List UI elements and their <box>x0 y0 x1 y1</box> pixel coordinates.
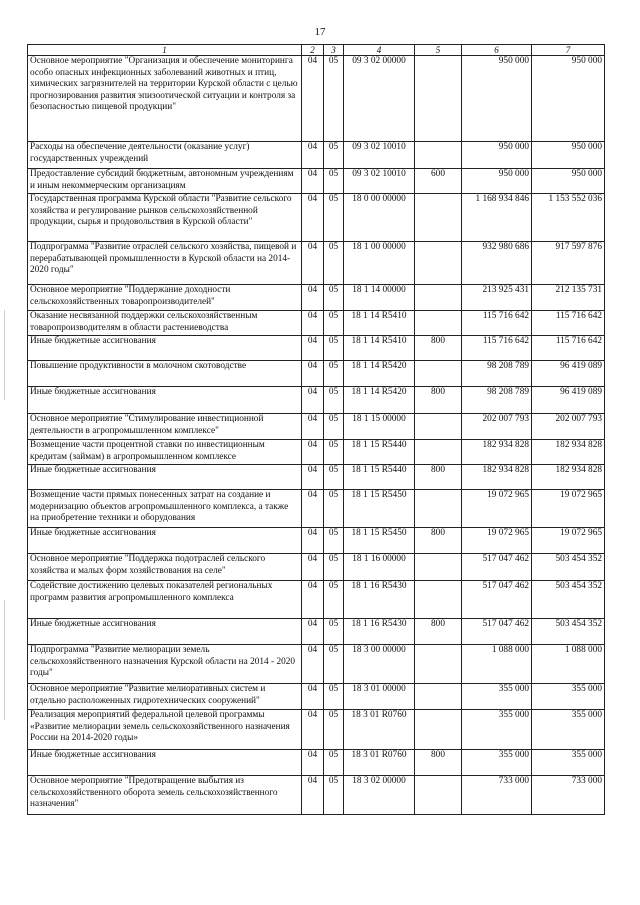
row-amount-year1: 1 088 000 <box>462 645 532 684</box>
row-target-article: 18 1 14 00000 <box>344 285 415 311</box>
row-amount-year1: 355 000 <box>462 684 532 710</box>
table-row <box>28 750 605 776</box>
row-subsection: 05 <box>324 645 344 684</box>
row-target-article: 18 3 00 00000 <box>344 645 415 684</box>
row-amount-year2: 182 934 828 <box>532 440 605 465</box>
column-header-name: 1 <box>28 45 302 56</box>
row-section: 04 <box>302 581 324 619</box>
row-name: Иные бюджетные ассигнования <box>28 465 302 490</box>
row-section: 04 <box>302 285 324 311</box>
row-section: 04 <box>302 750 324 776</box>
row-name: Подпрограмма "Развитие отраслей сельского хозяйства, пищевой и перерабатывающей промышленности в Курской области на 2014-2020 годы" <box>28 242 302 285</box>
row-section: 04 <box>302 336 324 361</box>
row-amount-year2: 355 000 <box>532 684 605 710</box>
row-section: 04 <box>302 142 324 169</box>
table-row <box>28 440 605 465</box>
row-amount-year1: 182 934 828 <box>462 440 532 465</box>
row-subsection: 05 <box>324 169 344 194</box>
row-subsection: 05 <box>324 554 344 581</box>
row-name: Возмещение части прямых понесенных затрат на создание и модернизацию объектов агропромышленного комплекса, а также на приобретение техники и оборудования <box>28 490 302 528</box>
table-row <box>28 528 605 554</box>
row-amount-year1: 733 000 <box>462 776 532 815</box>
row-name: Государственная программа Курской области "Развитие сельского хозяйства и регулирование рынков сельскохозяйственной продукции, сырья и продовольствия в Курской области" <box>28 194 302 242</box>
row-expense-type: 600 <box>415 169 462 194</box>
row-amount-year1: 517 047 462 <box>462 554 532 581</box>
row-amount-year1: 19 072 965 <box>462 490 532 528</box>
row-amount-year2: 950 000 <box>532 142 605 169</box>
row-section: 04 <box>302 311 324 336</box>
row-target-article: 18 3 01 R0760 <box>344 710 415 750</box>
row-amount-year2: 917 597 876 <box>532 242 605 285</box>
table-row <box>28 361 605 387</box>
page-number: 17 <box>314 26 326 38</box>
row-expense-type: 800 <box>415 750 462 776</box>
row-amount-year2: 1 088 000 <box>532 645 605 684</box>
row-amount-year2: 19 072 965 <box>532 528 605 554</box>
row-name: Реализация мероприятий федеральной целевой программы «Развитие мелиорации земель сельскохозяйственного назначения России на 2014-2020 годы» <box>28 710 302 750</box>
row-amount-year1: 950 000 <box>462 142 532 169</box>
table-row <box>28 387 605 414</box>
row-section: 04 <box>302 465 324 490</box>
row-amount-year2: 950 000 <box>532 56 605 142</box>
table-row <box>28 194 605 242</box>
row-expense-type: 800 <box>415 619 462 645</box>
table-row <box>28 554 605 581</box>
row-target-article: 09 3 02 00000 <box>344 56 415 142</box>
table-row <box>28 142 605 169</box>
row-name: Оказание несвязанной поддержки сельскохозяйственным товаропроизводителям в области растениеводства <box>28 311 302 336</box>
row-section: 04 <box>302 528 324 554</box>
row-expense-type <box>415 285 462 311</box>
table-row <box>28 581 605 619</box>
row-subsection: 05 <box>324 490 344 528</box>
row-amount-year1: 355 000 <box>462 750 532 776</box>
row-subsection: 05 <box>324 142 344 169</box>
table-row <box>28 710 605 750</box>
row-target-article: 18 1 14 R5410 <box>344 336 415 361</box>
row-amount-year2: 115 716 642 <box>532 311 605 336</box>
row-name: Содействие достижению целевых показателей региональных программ развития агропромышленного комплекса <box>28 581 302 619</box>
row-amount-year1: 950 000 <box>462 169 532 194</box>
row-section: 04 <box>302 684 324 710</box>
row-amount-year2: 355 000 <box>532 710 605 750</box>
row-expense-type <box>415 414 462 440</box>
row-target-article: 18 1 15 R5450 <box>344 490 415 528</box>
row-expense-type <box>415 142 462 169</box>
table-row <box>28 285 605 311</box>
table-row <box>28 619 605 645</box>
row-name: Основное мероприятие "Развитие мелиоративных систем и отдельно расположенных гидротехнических сооружений" <box>28 684 302 710</box>
row-amount-year2: 96 419 089 <box>532 361 605 387</box>
row-expense-type <box>415 554 462 581</box>
row-section: 04 <box>302 645 324 684</box>
row-amount-year1: 517 047 462 <box>462 581 532 619</box>
row-amount-year1: 950 000 <box>462 56 532 142</box>
row-expense-type <box>415 311 462 336</box>
row-expense-type <box>415 242 462 285</box>
row-section: 04 <box>302 361 324 387</box>
row-amount-year1: 19 072 965 <box>462 528 532 554</box>
row-expense-type <box>415 361 462 387</box>
row-amount-year2: 19 072 965 <box>532 490 605 528</box>
column-header-amount-year2: 7 <box>532 45 605 56</box>
row-expense-type: 800 <box>415 465 462 490</box>
row-amount-year2: 503 454 352 <box>532 581 605 619</box>
row-name: Возмещение части процентной ставки по инвестиционным кредитам (займам) в агропромышленном комплексе <box>28 440 302 465</box>
row-expense-type <box>415 710 462 750</box>
row-name: Основное мероприятие "Предотвращение выбытия из сельскохозяйственного оборота земель сельскохозяйственного назначения" <box>28 776 302 815</box>
row-section: 04 <box>302 490 324 528</box>
row-target-article: 18 3 01 00000 <box>344 684 415 710</box>
row-subsection: 05 <box>324 285 344 311</box>
table-row <box>28 684 605 710</box>
column-header-subsection: 3 <box>324 45 344 56</box>
row-section: 04 <box>302 440 324 465</box>
row-amount-year1: 932 980 686 <box>462 242 532 285</box>
row-amount-year1: 355 000 <box>462 710 532 750</box>
row-amount-year2: 503 454 352 <box>532 554 605 581</box>
column-header-target-article: 4 <box>344 45 415 56</box>
row-section: 04 <box>302 387 324 414</box>
scan-edge-mark <box>4 310 5 400</box>
row-target-article: 18 0 00 00000 <box>344 194 415 242</box>
row-amount-year2: 503 454 352 <box>532 619 605 645</box>
column-header-amount-year1: 6 <box>462 45 532 56</box>
row-subsection: 05 <box>324 336 344 361</box>
row-amount-year1: 213 925 431 <box>462 285 532 311</box>
table-row <box>28 490 605 528</box>
row-target-article: 18 1 15 R5440 <box>344 440 415 465</box>
scan-edge-mark <box>4 600 5 720</box>
row-amount-year2: 733 000 <box>532 776 605 815</box>
table-row <box>28 336 605 361</box>
row-name: Иные бюджетные ассигнования <box>28 528 302 554</box>
row-target-article: 18 1 14 R5420 <box>344 361 415 387</box>
row-expense-type <box>415 581 462 619</box>
row-section: 04 <box>302 619 324 645</box>
row-subsection: 05 <box>324 414 344 440</box>
row-target-article: 18 3 01 R0760 <box>344 750 415 776</box>
row-target-article: 18 1 15 R5450 <box>344 528 415 554</box>
row-amount-year1: 115 716 642 <box>462 311 532 336</box>
row-amount-year2: 212 135 731 <box>532 285 605 311</box>
column-header-expense-type: 5 <box>415 45 462 56</box>
row-target-article: 18 1 14 R5410 <box>344 311 415 336</box>
row-amount-year1: 202 007 793 <box>462 414 532 440</box>
row-section: 04 <box>302 242 324 285</box>
row-subsection: 05 <box>324 581 344 619</box>
row-amount-year1: 115 716 642 <box>462 336 532 361</box>
row-name: Иные бюджетные ассигнования <box>28 387 302 414</box>
row-subsection: 05 <box>324 311 344 336</box>
table-row <box>28 465 605 490</box>
row-expense-type <box>415 645 462 684</box>
row-target-article: 18 3 02 00000 <box>344 776 415 815</box>
row-name: Основное мероприятие "Поддержка подотраслей сельского хозяйства и малых форм хозяйствования на селе" <box>28 554 302 581</box>
row-subsection: 05 <box>324 776 344 815</box>
row-amount-year1: 517 047 462 <box>462 619 532 645</box>
row-amount-year2: 355 000 <box>532 750 605 776</box>
row-section: 04 <box>302 776 324 815</box>
row-section: 04 <box>302 56 324 142</box>
row-subsection: 05 <box>324 56 344 142</box>
column-header-section: 2 <box>302 45 324 56</box>
row-expense-type <box>415 684 462 710</box>
row-amount-year2: 182 934 828 <box>532 465 605 490</box>
row-section: 04 <box>302 194 324 242</box>
row-amount-year1: 98 208 789 <box>462 387 532 414</box>
row-expense-type: 800 <box>415 336 462 361</box>
row-expense-type <box>415 440 462 465</box>
row-expense-type <box>415 194 462 242</box>
row-subsection: 05 <box>324 242 344 285</box>
row-name: Основное мероприятие "Поддержание доходности сельскохозяйственных товаропроизводителей" <box>28 285 302 311</box>
row-target-article: 18 1 16 00000 <box>344 554 415 581</box>
table-row <box>28 242 605 285</box>
budget-table <box>27 44 605 815</box>
row-amount-year2: 115 716 642 <box>532 336 605 361</box>
row-amount-year1: 98 208 789 <box>462 361 532 387</box>
row-target-article: 09 3 02 10010 <box>344 142 415 169</box>
row-name: Иные бюджетные ассигнования <box>28 750 302 776</box>
row-target-article: 18 1 14 R5420 <box>344 387 415 414</box>
row-section: 04 <box>302 554 324 581</box>
row-name: Иные бюджетные ассигнования <box>28 619 302 645</box>
row-section: 04 <box>302 710 324 750</box>
table-row <box>28 311 605 336</box>
row-subsection: 05 <box>324 387 344 414</box>
row-subsection: 05 <box>324 619 344 645</box>
row-subsection: 05 <box>324 710 344 750</box>
row-name: Подпрограмма "Развитие мелиорации земель сельскохозяйственного назначения Курской области на 2014 - 2020 годы" <box>28 645 302 684</box>
row-subsection: 05 <box>324 194 344 242</box>
row-amount-year2: 96 419 089 <box>532 387 605 414</box>
row-amount-year2: 950 000 <box>532 169 605 194</box>
row-section: 04 <box>302 169 324 194</box>
row-amount-year2: 202 007 793 <box>532 414 605 440</box>
row-section: 04 <box>302 414 324 440</box>
row-name: Повышение продуктивности в молочном скотоводстве <box>28 361 302 387</box>
row-expense-type: 800 <box>415 387 462 414</box>
table-row <box>28 776 605 815</box>
row-subsection: 05 <box>324 750 344 776</box>
row-subsection: 05 <box>324 361 344 387</box>
row-expense-type <box>415 490 462 528</box>
table-row <box>28 56 605 142</box>
table-row <box>28 169 605 194</box>
row-name: Предоставление субсидий бюджетным, автономным учреждениям и иным некоммерческим организациям <box>28 169 302 194</box>
row-name: Иные бюджетные ассигнования <box>28 336 302 361</box>
table-row <box>28 414 605 440</box>
row-target-article: 18 1 16 R5430 <box>344 581 415 619</box>
row-target-article: 18 1 15 R5440 <box>344 465 415 490</box>
row-name: Основное мероприятие "Стимулирование инвестиционной деятельности в агропромышленном комплексе" <box>28 414 302 440</box>
row-target-article: 18 1 15 00000 <box>344 414 415 440</box>
row-name: Расходы на обеспечение деятельности (оказание услуг) государственных учреждений <box>28 142 302 169</box>
row-expense-type <box>415 776 462 815</box>
row-subsection: 05 <box>324 440 344 465</box>
row-target-article: 09 3 02 10010 <box>344 169 415 194</box>
row-expense-type <box>415 56 462 142</box>
row-amount-year1: 182 934 828 <box>462 465 532 490</box>
row-subsection: 05 <box>324 465 344 490</box>
row-amount-year1: 1 168 934 846 <box>462 194 532 242</box>
row-name: Основное мероприятие "Организация и обеспечение мониторинга особо опасных инфекционных заболеваний животных и птиц, химических загрязнителей на территории Курской области с целью прогнозирования развития эпизоотической ситуации и контроля за безопасностью пищевой продукции" <box>28 56 302 142</box>
row-expense-type: 800 <box>415 528 462 554</box>
row-subsection: 05 <box>324 528 344 554</box>
table-row <box>28 645 605 684</box>
row-subsection: 05 <box>324 684 344 710</box>
row-amount-year2: 1 153 552 036 <box>532 194 605 242</box>
header-row <box>28 45 605 56</box>
row-target-article: 18 1 16 R5430 <box>344 619 415 645</box>
row-target-article: 18 1 00 00000 <box>344 242 415 285</box>
